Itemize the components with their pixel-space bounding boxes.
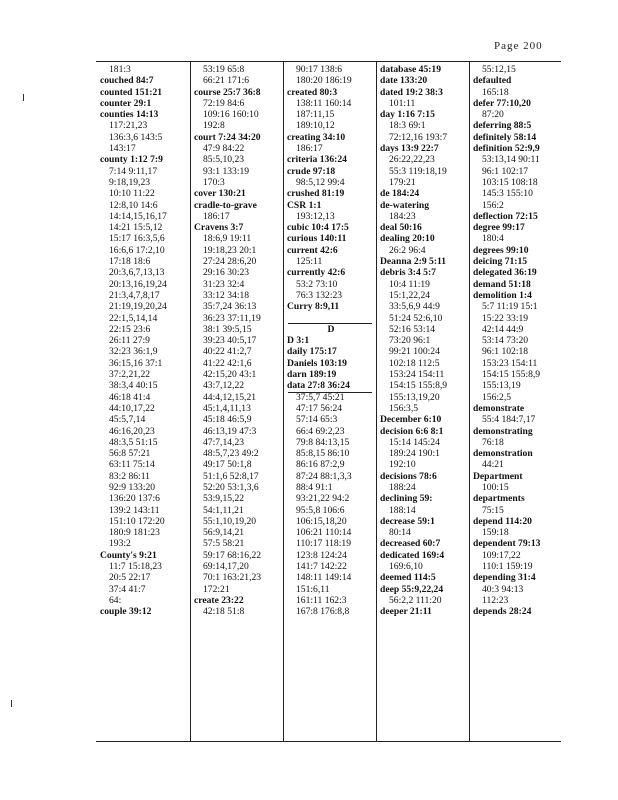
page-reference: 184:23 <box>389 210 416 222</box>
page-reference: 99:21 100:24 <box>389 346 440 358</box>
page-reference: 141:7 142:22 <box>296 561 347 573</box>
index-term: demonstration <box>473 448 533 460</box>
page-reference: 20:5 22:17 <box>109 572 151 584</box>
page-reference: 64: <box>109 594 122 606</box>
page-reference: 38:1 39:5,15 <box>203 323 252 335</box>
page-reference: 109:17,22 <box>482 549 521 561</box>
page-reference: 53:19 65:8 <box>203 64 245 75</box>
top-rule <box>96 61 561 62</box>
index-column-2 <box>194 64 282 618</box>
index-term: criteria 136:24 <box>287 154 347 166</box>
page-reference: 186:17 <box>296 143 323 155</box>
page-reference: 18:6,9 19:11 <box>203 233 252 245</box>
page-reference: 100:15 <box>482 481 509 493</box>
index-term: D 3:1 <box>287 335 310 347</box>
page-reference: 93:21,22 94:2 <box>296 493 350 505</box>
page-reference: 40:22 41:2,7 <box>203 346 252 358</box>
index-term: decisions 78:6 <box>380 470 437 482</box>
index-term: current 42:6 <box>287 244 338 256</box>
index-term: Deanna 2:9 5:11 <box>380 256 447 268</box>
index-term: debris 3:4 5:7 <box>380 267 436 279</box>
index-column-4 <box>380 64 468 618</box>
page-reference: 55:4 184:7,17 <box>482 414 536 426</box>
page-reference: 192:10 <box>389 459 416 471</box>
page-reference: 92:9 133:20 <box>109 481 156 493</box>
page-reference: 138:11 160:14 <box>296 97 352 109</box>
page-reference: 66:4 69:2,23 <box>296 425 345 437</box>
page-reference: 76:18 <box>482 436 504 448</box>
page-reference: 55:1,10,19,20 <box>203 515 257 527</box>
page-reference: 192:8 <box>203 120 225 132</box>
page-reference: 37:4 41:7 <box>109 583 146 595</box>
page-reference: 56:9,14,21 <box>203 527 245 539</box>
page-reference: 49:17 50:1,8 <box>203 459 252 471</box>
index-term: degree 99:17 <box>473 222 525 234</box>
index-term: County's 9:21 <box>100 549 157 561</box>
page-reference: 48:5,7,23 49:2 <box>203 448 259 460</box>
page-reference: 15:1,22,24 <box>389 289 431 301</box>
page-reference: 172:21 <box>203 583 230 595</box>
index-term: deferring 88:5 <box>473 120 532 132</box>
page-reference: 93:1 133:19 <box>203 165 250 177</box>
page-reference: 169:6,10 <box>389 561 423 573</box>
page-reference: 136:20 137:6 <box>109 493 160 505</box>
page-reference: 39:23 40:5,17 <box>203 335 257 347</box>
page-reference: 80:14 <box>389 527 411 539</box>
page-reference: 188:14 <box>389 504 416 516</box>
page-reference: 46:18 41:4 <box>109 391 151 403</box>
index-term: demand 51:18 <box>473 278 531 290</box>
page-reference: 52:20 53:1,3,6 <box>203 481 259 493</box>
page-reference: 76:3 132:23 <box>296 289 343 301</box>
page-reference: 7:14 9:11,17 <box>109 165 158 177</box>
page-reference: 52:16 53:14 <box>389 323 436 335</box>
index-term: decision 6:6 8:1 <box>380 425 444 437</box>
page-reference: 53:9,15,22 <box>203 493 245 505</box>
index-term: definition 52:9,9 <box>473 143 540 155</box>
page-reference: 19:18,23 20:1 <box>203 244 257 256</box>
index-term: darn 189:19 <box>287 369 337 381</box>
index-term: Cravens 3:7 <box>194 222 244 234</box>
page-reference: 153:24 154:11 <box>389 369 445 381</box>
page-reference: 117:21,23 <box>109 120 148 132</box>
page-reference: 57:5 58:21 <box>203 538 245 550</box>
index-term: deflection 72:15 <box>473 210 538 222</box>
page-reference: 159:18 <box>482 527 509 539</box>
page-reference: 188:24 <box>389 481 416 493</box>
page-reference: 101:11 <box>389 97 416 109</box>
page-reference: 26:2 96:4 <box>389 244 426 256</box>
page-reference: 95:5,8 106:6 <box>296 504 345 516</box>
index-term: demonstrate <box>473 402 525 414</box>
page-reference: 139:2 143:11 <box>109 504 160 516</box>
index-term: days 13:9 22:7 <box>380 143 439 155</box>
page-reference: 27:24 28:6,20 <box>203 256 257 268</box>
index-term: creating 34:10 <box>287 131 346 143</box>
page-reference: 37:2,21,22 <box>109 369 151 381</box>
page-reference: 47:7,14,23 <box>203 436 245 448</box>
index-term: deep 55:9,22,24 <box>380 583 444 595</box>
index-term: counties 14:13 <box>100 109 159 121</box>
page-reference: 66:21 171:6 <box>203 75 250 87</box>
page-reference: 112:23 <box>482 594 509 606</box>
page-reference: 106:21 110:14 <box>296 527 352 539</box>
page-reference: 161:11 162:3 <box>296 594 347 606</box>
page-reference: 22:1,5,14,14 <box>109 312 158 324</box>
index-term: county 1:12 7:9 <box>100 154 163 166</box>
page-reference: 189:10,12 <box>296 120 335 132</box>
index-term: couched 84:7 <box>100 75 154 87</box>
page-reference: 21:19,19,20,24 <box>109 301 167 313</box>
page-reference: 86:16 87:2,9 <box>296 459 345 471</box>
page-reference: 35:7,24 36:13 <box>203 301 257 313</box>
page-reference: 51:24 52:6,10 <box>389 312 443 324</box>
index-column-5 <box>473 64 561 618</box>
page-reference: 10:10 11:22 <box>109 188 155 200</box>
index-term: counted 151:21 <box>100 86 163 98</box>
page-reference: 45:18 46:5,9 <box>203 414 252 426</box>
page-reference: 96:1 102:18 <box>482 346 529 358</box>
page-reference: 189:24 190:1 <box>389 448 440 460</box>
page-reference: 180:4 <box>482 233 504 245</box>
page-reference: 56:2,2 111:20 <box>389 594 442 606</box>
page-reference: 20:3,6,7,13,13 <box>109 267 165 279</box>
page-reference: 156:2 <box>482 199 504 211</box>
index-term: Daniels 103:19 <box>287 357 347 369</box>
page-reference: 18:3 69:1 <box>389 120 426 132</box>
page-reference: 109:16 160:10 <box>203 109 259 121</box>
page-reference: 153:23 154:11 <box>482 357 538 369</box>
index-term: course 25:7 36:8 <box>194 86 261 98</box>
index-term: delegated 36:19 <box>473 267 537 279</box>
page-reference: 42:18 51:8 <box>203 606 245 618</box>
page-reference: 143:17 <box>109 143 136 155</box>
page-reference: 87:20 <box>482 109 504 121</box>
page-reference: 193:2 <box>109 538 131 550</box>
page-reference: 75:15 <box>482 504 504 516</box>
index-term: depending 31:4 <box>473 572 536 584</box>
page-reference: 26:22,22,23 <box>389 154 435 166</box>
page-reference: 15:22 33:19 <box>482 312 529 324</box>
page-reference: 59:17 68:16,22 <box>203 549 262 561</box>
page-reference: 29:16 30:23 <box>203 267 250 279</box>
margin-mark-bottom <box>11 700 12 707</box>
page-reference: 88:4 91:1 <box>296 481 333 493</box>
index-term: decrease 59:1 <box>380 515 435 527</box>
page-reference: 70:1 163:21,23 <box>203 572 262 584</box>
column-divider-1 <box>190 61 191 741</box>
page-reference: 55:12,15 <box>482 64 516 75</box>
index-term: dated 19:2 38:3 <box>380 86 443 98</box>
page-reference: 14:14,15,16,17 <box>109 210 167 222</box>
index-term: deicing 71:15 <box>473 256 528 268</box>
page-reference: 102:18 112:5 <box>389 357 440 369</box>
page-reference: 125:11 <box>296 256 323 268</box>
page-reference: 98:5,12 99:4 <box>296 176 345 188</box>
page-reference: 56:8 57:21 <box>109 448 151 460</box>
index-term: cover 130:21 <box>194 188 246 200</box>
index-term: Curry 8:9,11 <box>287 301 340 313</box>
section-letter: D <box>327 323 335 335</box>
page-reference: 69:14,17,20 <box>203 561 249 573</box>
page-reference: 45:1,4,11,13 <box>203 402 251 414</box>
page-reference: 155:13,19 <box>482 380 521 392</box>
page-reference: 85:5,10,23 <box>203 154 245 166</box>
page-reference: 156:3,5 <box>389 402 419 414</box>
page-reference: 17:18 18:6 <box>109 256 151 268</box>
page-reference: 179:21 <box>389 176 416 188</box>
index-term: declining 59: <box>380 493 433 505</box>
index-term: defaulted <box>473 75 512 87</box>
page-reference: 33:5,6,9 44:9 <box>389 301 440 313</box>
page-reference: 53:2 73:10 <box>296 278 338 290</box>
index-term: dependent 79:13 <box>473 538 541 550</box>
index-term: de-watering <box>380 199 430 211</box>
page-reference: 148:11 149:14 <box>296 572 352 584</box>
page-reference: 181:3 <box>109 64 131 75</box>
bottom-rule <box>96 741 561 742</box>
page-reference: 106:15,18,20 <box>296 515 347 527</box>
column-divider-4 <box>469 61 470 741</box>
page-reference: 165:18 <box>482 86 509 98</box>
page-reference: 11:7 15:18,23 <box>109 561 162 573</box>
page-reference: 45:5,7,14 <box>109 414 146 426</box>
index-term: crude 97:18 <box>287 165 336 177</box>
page-reference: 123:8 124:24 <box>296 549 347 561</box>
page-reference: 73:20 96:1 <box>389 335 431 347</box>
page-reference: 85:8,15 86:10 <box>296 448 350 460</box>
page-reference: 151:6,11 <box>296 583 330 595</box>
page-reference: 20:13,16,19,24 <box>109 278 167 290</box>
index-term: departments <box>473 493 525 505</box>
page-reference: 145:3 155:10 <box>482 188 533 200</box>
page-reference: 167:8 176:8,8 <box>296 606 350 618</box>
page-reference: 14:21 15:5,12 <box>109 222 163 234</box>
page-reference: 151:10 172:20 <box>109 515 165 527</box>
page-reference: 5:7 11:19 15:1 <box>482 301 538 313</box>
index-term: depends 28:24 <box>473 606 532 618</box>
page-reference: 57:14 65:3 <box>296 414 338 426</box>
page-reference: 36:23 37:11,19 <box>203 312 261 324</box>
index-term: date 133:20 <box>380 75 428 87</box>
index-term: curious 140:11 <box>287 233 347 245</box>
column-divider-3 <box>376 61 377 741</box>
page-reference: 87:24 88:1,3,3 <box>296 470 352 482</box>
page-reference: 53:14 73:20 <box>482 335 529 347</box>
page-reference: 44:21 <box>482 459 504 471</box>
index-term: deal 50:16 <box>380 222 422 234</box>
index-term: crushed 81:19 <box>287 188 345 200</box>
page-reference: 110:1 159:19 <box>482 561 533 573</box>
index-column-1 <box>100 64 188 618</box>
page-reference: 170:3 <box>203 176 225 188</box>
index-column-3 <box>287 64 375 618</box>
page-reference: 41:22 42:1,6 <box>203 357 252 369</box>
index-term: daily 175:17 <box>287 346 337 358</box>
index-term: day 1:16 7:15 <box>380 109 435 121</box>
page-reference: 83:2 86:11 <box>109 470 150 482</box>
page-reference: 40:3 94:13 <box>482 583 524 595</box>
index-term: definitely 58:14 <box>473 131 537 143</box>
page-reference: 15:14 145:24 <box>389 436 440 448</box>
page-reference: 136:3,6 143:5 <box>109 131 163 143</box>
page-reference: 33:12 34:18 <box>203 289 250 301</box>
page-reference: 63:11 75:14 <box>109 459 155 471</box>
page-reference: 54:1,11,21 <box>203 504 244 516</box>
page-reference: 79:8 84:13,15 <box>296 436 350 448</box>
index-term: demonstrating <box>473 425 533 437</box>
index-term: couple 39:12 <box>100 606 152 618</box>
page-number: Page 200 <box>494 40 543 52</box>
index-term: data 27:8 36:24 <box>287 380 350 392</box>
page-reference: 44:10,17,22 <box>109 402 155 414</box>
page-reference: 186:17 <box>203 210 230 222</box>
index-term: currently 42:6 <box>287 267 346 279</box>
page-reference: 103:15 108:18 <box>482 176 538 188</box>
index-term: deemed 114:5 <box>380 572 436 584</box>
page-reference: 37:5,7 45:21 <box>296 391 345 403</box>
page-reference: 43:7,12,22 <box>203 380 245 392</box>
page-reference: 72:19 84:6 <box>203 97 245 109</box>
page-reference: 32:23 36:1,9 <box>109 346 158 358</box>
index-term: deeper 21:11 <box>380 606 432 618</box>
page-reference: 31:23 32:4 <box>203 278 245 290</box>
page-reference: 10:4 11:19 <box>389 278 430 290</box>
index-term: CSR 1:1 <box>287 199 322 211</box>
index-term: Department <box>473 470 523 482</box>
index-term: depend 114:20 <box>473 515 532 527</box>
page-reference: 187:11,15 <box>296 109 335 121</box>
page-reference: 44:4,12,15,21 <box>203 391 257 403</box>
page-reference: 46:16,20,23 <box>109 425 155 437</box>
page-reference: 72:12,16 193:7 <box>389 131 448 143</box>
page-reference: 96:1 102:17 <box>482 165 529 177</box>
page-reference: 90:17 138:6 <box>296 64 343 75</box>
page-reference: 42:15,20 43:1 <box>203 369 257 381</box>
index-term: counter 29:1 <box>100 97 152 109</box>
page-reference: 38:3,4 40:15 <box>109 380 158 392</box>
index-term: decreased 60:7 <box>380 538 441 550</box>
page-reference: 26:11 27:9 <box>109 335 150 347</box>
index-term: de 184:24 <box>380 188 420 200</box>
page-reference: 154:15 155:8,9 <box>482 369 541 381</box>
page-reference: 55:3 119:18,19 <box>389 165 447 177</box>
page-reference: 16:6,6 17:2,10 <box>109 244 165 256</box>
page-reference: 22:15 23:6 <box>109 323 151 335</box>
page-reference: 36:15,16 37:1 <box>109 357 163 369</box>
page-reference: 51:1,6 52:8,17 <box>203 470 259 482</box>
index-term: demolition 1:4 <box>473 289 532 301</box>
page-reference: 21:3,4,7,8,17 <box>109 289 160 301</box>
index-term: database 45:19 <box>380 64 442 75</box>
index-term: degrees 99:10 <box>473 244 529 256</box>
index-term: defer 77:10,20 <box>473 97 531 109</box>
page-reference: 48:3,5 51:15 <box>109 436 158 448</box>
index-term: December 6:10 <box>380 414 442 426</box>
index-term: dealing 20:10 <box>380 233 435 245</box>
page-reference: 156:2,5 <box>482 391 512 403</box>
margin-mark-top <box>23 94 24 101</box>
page-reference: 180:9 181:23 <box>109 527 160 539</box>
index-term: court 7:24 34:20 <box>194 131 261 143</box>
page-reference: 180:20 186:19 <box>296 75 352 87</box>
page-reference: 15:17 16:3,5,6 <box>109 233 165 245</box>
page-reference: 53:13,14 90:11 <box>482 154 540 166</box>
index-term: dedicated 169:4 <box>380 549 445 561</box>
page-reference: 47:9 84:22 <box>203 143 245 155</box>
index-term: created 80:3 <box>287 86 338 98</box>
page-reference: 9:18,19,23 <box>109 176 151 188</box>
index-term: create 23:22 <box>194 594 244 606</box>
index-term: cradle-to-grave <box>194 199 257 211</box>
page-reference: 12:8,10 14:6 <box>109 199 158 211</box>
column-divider-2 <box>283 61 284 741</box>
page-reference: 154:15 155:8,9 <box>389 380 448 392</box>
page-reference: 155:13,19,20 <box>389 391 440 403</box>
page-reference: 110:17 118:19 <box>296 538 351 550</box>
page-reference: 47:17 56:24 <box>296 402 343 414</box>
index-term: cubic 10:4 17:5 <box>287 222 349 234</box>
page-reference: 193:12,13 <box>296 210 335 222</box>
blank-line <box>287 313 375 324</box>
page-reference: 42:14 44:9 <box>482 323 524 335</box>
page-reference: 46:13,19 47:3 <box>203 425 257 437</box>
